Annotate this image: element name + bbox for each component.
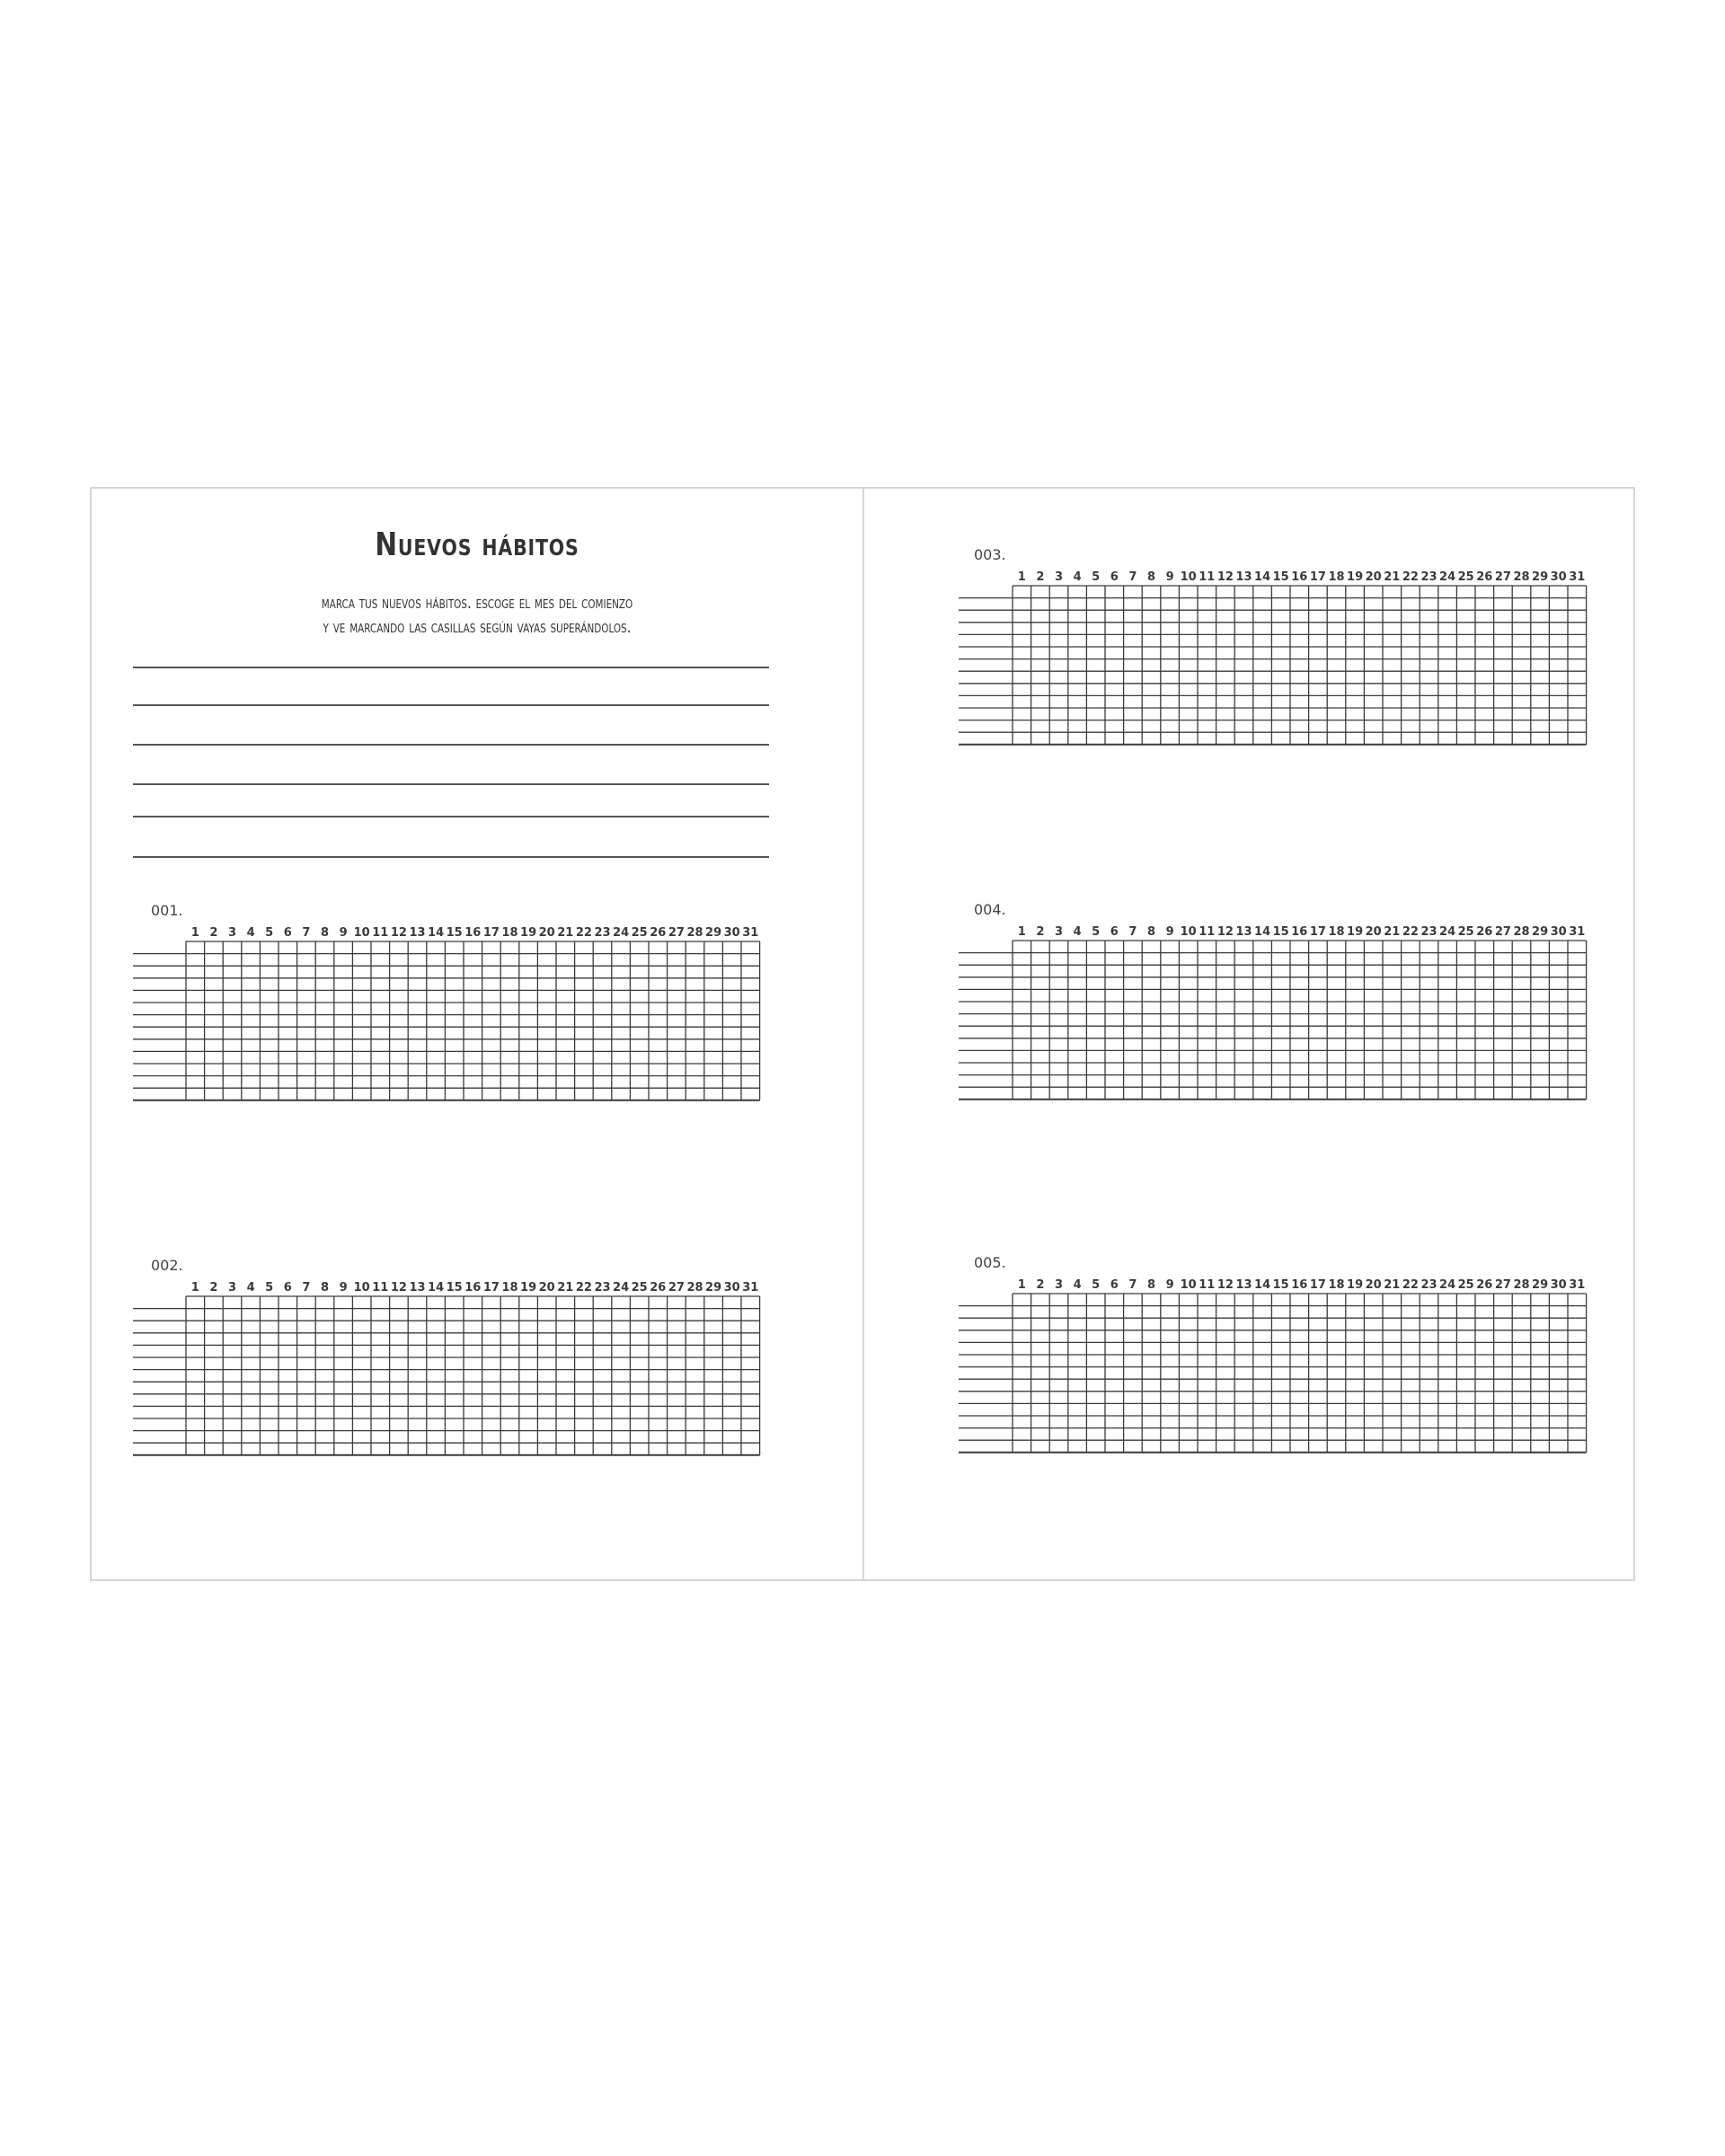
- day-number-label: 31: [1569, 570, 1586, 584]
- day-number-label: 28: [1513, 570, 1530, 584]
- day-number-label: 9: [1165, 1278, 1174, 1292]
- day-number-label: 16: [1291, 925, 1308, 939]
- page-title: Nuevos hábitos: [375, 526, 579, 563]
- day-number-label: 17: [1309, 1278, 1326, 1292]
- day-number-label: 5: [1092, 1278, 1101, 1292]
- day-number-label: 6: [1110, 1278, 1119, 1292]
- day-number-label: 19: [520, 1281, 537, 1294]
- instructions-line-2: y ve marcando las casillas según vayas superándolos.: [323, 617, 632, 637]
- day-number-label: 15: [446, 1281, 463, 1294]
- day-number-label: 26: [1476, 1278, 1493, 1292]
- day-number-label: 30: [723, 926, 740, 940]
- right-page: [864, 489, 1635, 1579]
- day-number-label: 7: [1128, 1278, 1137, 1292]
- writing-line[interactable]: [133, 816, 769, 817]
- day-number-label: 5: [1092, 570, 1101, 584]
- day-number-label: 6: [283, 926, 292, 940]
- day-number-label: 17: [1309, 570, 1326, 584]
- day-number-label: 6: [283, 1281, 292, 1294]
- day-number-label: 8: [320, 926, 330, 940]
- day-number-label: 7: [1128, 570, 1137, 584]
- day-number-label: 29: [1532, 570, 1549, 584]
- tracker-grid[interactable]: [92, 918, 862, 1170]
- day-number-label: 15: [1272, 925, 1289, 939]
- day-number-label: 1: [190, 926, 199, 940]
- tracker-number: 005.: [974, 1254, 1006, 1271]
- day-number-label: 25: [1457, 570, 1474, 584]
- day-number-label: 24: [613, 1281, 630, 1294]
- day-number-label: 11: [372, 1281, 389, 1294]
- day-number-label: 10: [353, 926, 370, 940]
- day-number-label: 27: [1494, 570, 1511, 584]
- day-number-label: 15: [1272, 570, 1289, 584]
- day-number-label: 10: [1180, 925, 1197, 939]
- day-number-label: 7: [302, 926, 311, 940]
- day-number-label: 3: [1054, 925, 1064, 939]
- day-number-label: 29: [1532, 1278, 1549, 1292]
- day-number-label: 22: [575, 1281, 592, 1294]
- day-number-label: 31: [742, 1281, 759, 1294]
- day-number-label: 4: [246, 926, 255, 940]
- day-number-label: 17: [482, 926, 500, 940]
- day-number-label: 12: [1216, 1278, 1234, 1292]
- day-number-label: 12: [390, 1281, 407, 1294]
- tracker-grid[interactable]: [864, 1270, 1635, 1522]
- day-number-label: 10: [1180, 1278, 1197, 1292]
- tracker-number: 003.: [974, 546, 1006, 563]
- day-number-label: 28: [686, 1281, 703, 1294]
- notebook-spread: [90, 487, 1635, 1581]
- day-number-label: 28: [1513, 1278, 1530, 1292]
- day-number-label: 3: [1054, 570, 1064, 584]
- day-number-label: 10: [353, 1281, 370, 1294]
- left-page: [92, 489, 862, 1579]
- day-number-label: 23: [1420, 1278, 1438, 1292]
- instructions-line-1: marca tus nuevos hábitos. escoge el mes del comienzo: [321, 593, 633, 613]
- day-number-label: 11: [1199, 1278, 1216, 1292]
- day-number-label: 22: [1402, 925, 1419, 939]
- day-number-label: 8: [320, 1281, 330, 1294]
- day-number-label: 11: [372, 926, 389, 940]
- day-number-label: 4: [1073, 570, 1082, 584]
- day-number-label: 20: [538, 1281, 555, 1294]
- day-number-label: 15: [446, 926, 463, 940]
- day-number-label: 23: [1420, 925, 1438, 939]
- day-number-label: 13: [409, 926, 426, 940]
- day-number-label: 20: [538, 926, 555, 940]
- day-number-label: 31: [742, 926, 759, 940]
- day-number-label: 10: [1180, 570, 1197, 584]
- writing-line[interactable]: [133, 856, 769, 858]
- day-number-label: 4: [246, 1281, 255, 1294]
- day-number-label: 23: [594, 1281, 611, 1294]
- day-number-label: 30: [723, 1281, 740, 1294]
- day-number-label: 26: [1476, 570, 1493, 584]
- day-number-label: 12: [1216, 925, 1234, 939]
- tracker-number: 004.: [974, 901, 1006, 918]
- day-number-label: 12: [1216, 570, 1234, 584]
- day-number-label: 21: [1384, 925, 1401, 939]
- day-number-label: 23: [594, 926, 611, 940]
- day-number-label: 11: [1199, 570, 1216, 584]
- day-number-label: 21: [1384, 1278, 1401, 1292]
- day-number-label: 16: [1291, 570, 1308, 584]
- day-number-label: 7: [302, 1281, 311, 1294]
- day-number-label: 24: [1439, 925, 1456, 939]
- page-instructions: [169, 591, 785, 640]
- day-number-label: 14: [1254, 925, 1271, 939]
- day-number-label: 26: [650, 1281, 667, 1294]
- day-number-label: 19: [1347, 570, 1364, 584]
- day-number-label: 19: [1347, 925, 1364, 939]
- day-number-label: 13: [1235, 925, 1252, 939]
- day-number-label: 27: [1494, 1278, 1511, 1292]
- day-number-label: 5: [265, 926, 274, 940]
- day-number-label: 13: [1235, 1278, 1252, 1292]
- day-number-label: 30: [1550, 925, 1567, 939]
- day-number-label: 20: [1365, 925, 1382, 939]
- day-number-label: 4: [1073, 925, 1082, 939]
- day-number-label: 24: [1439, 570, 1456, 584]
- day-number-label: 9: [339, 1281, 348, 1294]
- day-number-label: 27: [668, 926, 685, 940]
- day-number-label: 8: [1146, 570, 1156, 584]
- day-number-label: 21: [557, 926, 574, 940]
- writing-line[interactable]: [133, 744, 769, 746]
- day-number-label: 4: [1073, 1278, 1082, 1292]
- day-number-label: 21: [557, 1281, 574, 1294]
- day-number-label: 18: [501, 926, 518, 940]
- day-number-label: 9: [1165, 570, 1174, 584]
- day-number-label: 27: [668, 1281, 685, 1294]
- day-number-label: 17: [482, 1281, 500, 1294]
- day-number-label: 2: [209, 1281, 218, 1294]
- tracker-number: 002.: [151, 1257, 183, 1274]
- day-number-label: 3: [1054, 1278, 1064, 1292]
- day-number-label: 6: [1110, 925, 1119, 939]
- day-number-label: 20: [1365, 570, 1382, 584]
- day-number-label: 15: [1272, 1278, 1289, 1292]
- day-number-label: 13: [409, 1281, 426, 1294]
- day-number-label: 16: [1291, 1278, 1308, 1292]
- day-number-label: 14: [428, 926, 445, 940]
- day-number-label: 31: [1569, 1278, 1586, 1292]
- day-number-label: 25: [631, 926, 648, 940]
- day-number-label: 3: [227, 1281, 237, 1294]
- day-number-label: 2: [1036, 1278, 1045, 1292]
- day-number-label: 1: [1017, 925, 1026, 939]
- day-number-label: 27: [1494, 925, 1511, 939]
- day-number-label: 14: [1254, 1278, 1271, 1292]
- day-number-label: 26: [650, 926, 667, 940]
- day-number-label: 3: [227, 926, 237, 940]
- day-number-label: 29: [1532, 925, 1549, 939]
- day-number-label: 8: [1146, 1278, 1156, 1292]
- day-number-label: 28: [1513, 925, 1530, 939]
- day-number-label: 17: [1309, 925, 1326, 939]
- day-number-label: 19: [520, 926, 537, 940]
- writing-line[interactable]: [133, 783, 769, 785]
- day-number-label: 29: [705, 926, 722, 940]
- day-number-label: 11: [1199, 925, 1216, 939]
- day-number-label: 6: [1110, 570, 1119, 584]
- day-number-label: 9: [1165, 925, 1174, 939]
- day-number-label: 12: [390, 926, 407, 940]
- day-number-label: 23: [1420, 570, 1438, 584]
- day-number-label: 25: [1457, 1278, 1474, 1292]
- day-number-label: 16: [464, 926, 482, 940]
- day-number-label: 1: [1017, 570, 1026, 584]
- day-number-label: 14: [428, 1281, 445, 1294]
- day-number-label: 19: [1347, 1278, 1364, 1292]
- day-number-label: 30: [1550, 570, 1567, 584]
- day-number-label: 5: [265, 1281, 274, 1294]
- day-number-label: 29: [705, 1281, 722, 1294]
- day-number-label: 8: [1146, 925, 1156, 939]
- day-number-label: 2: [209, 926, 218, 940]
- day-number-label: 9: [339, 926, 348, 940]
- day-number-label: 25: [1457, 925, 1474, 939]
- day-number-label: 2: [1036, 570, 1045, 584]
- day-number-label: 25: [631, 1281, 648, 1294]
- day-number-label: 1: [190, 1281, 199, 1294]
- day-number-label: 18: [1328, 1278, 1345, 1292]
- day-number-label: 28: [686, 926, 703, 940]
- day-number-label: 24: [613, 926, 630, 940]
- day-number-label: 21: [1384, 570, 1401, 584]
- tracker-number: 001.: [151, 902, 183, 919]
- day-number-label: 18: [1328, 925, 1345, 939]
- day-number-label: 22: [1402, 570, 1419, 584]
- tracker-grid[interactable]: [864, 917, 1635, 1169]
- day-number-label: 2: [1036, 925, 1045, 939]
- day-number-label: 20: [1365, 1278, 1382, 1292]
- day-number-label: 1: [1017, 1278, 1026, 1292]
- day-number-label: 7: [1128, 925, 1137, 939]
- day-number-label: 22: [575, 926, 592, 940]
- writing-line[interactable]: [133, 704, 769, 706]
- tracker-grid[interactable]: [92, 1273, 862, 1524]
- tracker-grid[interactable]: [864, 562, 1635, 814]
- day-number-label: 30: [1550, 1278, 1567, 1292]
- writing-line[interactable]: [133, 667, 769, 668]
- day-number-label: 13: [1235, 570, 1252, 584]
- day-number-label: 22: [1402, 1278, 1419, 1292]
- day-number-label: 26: [1476, 925, 1493, 939]
- day-number-label: 24: [1439, 1278, 1456, 1292]
- day-number-label: 16: [464, 1281, 482, 1294]
- day-number-label: 18: [501, 1281, 518, 1294]
- day-number-label: 18: [1328, 570, 1345, 584]
- day-number-label: 5: [1092, 925, 1101, 939]
- day-number-label: 31: [1569, 925, 1586, 939]
- day-number-label: 14: [1254, 570, 1271, 584]
